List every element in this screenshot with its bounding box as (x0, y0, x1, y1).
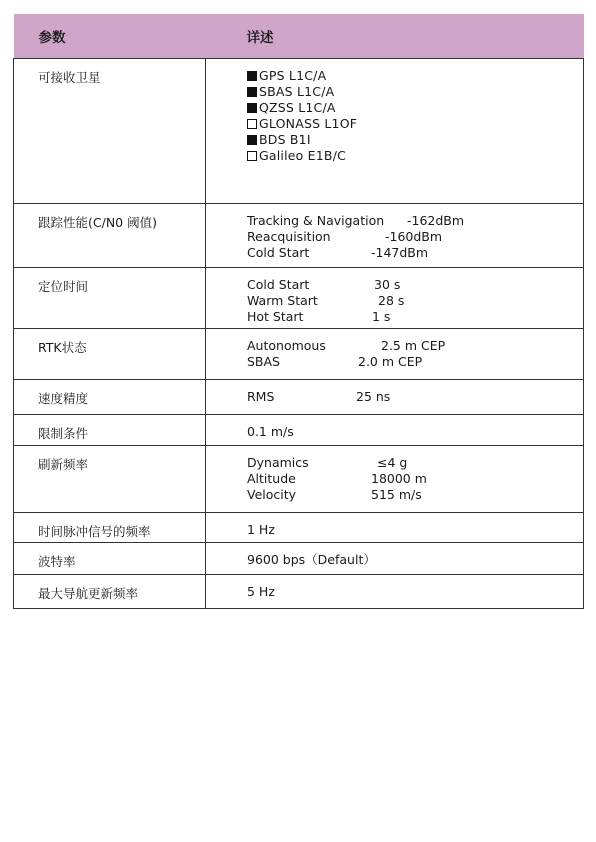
spec-key: Altitude (247, 471, 296, 486)
satellite-item (247, 68, 583, 84)
table-row-refresh (14, 446, 584, 513)
detail-cell (206, 329, 584, 380)
detail-cell (206, 415, 584, 446)
spec-key: Cold Start (247, 245, 310, 260)
spec-value: 5 Hz (247, 584, 275, 599)
table-row-tracking (14, 204, 584, 268)
spec-value: 1 s (372, 309, 391, 324)
spec-key: RMS (247, 389, 275, 404)
detail-cell (206, 543, 584, 575)
spec-key: Dynamics (247, 455, 309, 470)
header-param: 参数 (14, 14, 206, 59)
spec-value: -162dBm (407, 213, 465, 228)
spec-value: 30 s (374, 277, 401, 292)
table-row-satellites (14, 59, 584, 204)
checkbox-icon (247, 135, 257, 145)
spec-value: 9600 bps（Default） (247, 552, 376, 567)
param-cell: RTK状态 (14, 329, 206, 380)
param-cell: 定位时间 (14, 268, 206, 329)
checkbox-icon (247, 87, 257, 97)
detail-cell (206, 380, 584, 415)
detail-cell (206, 268, 584, 329)
param-cell: 刷新频率 (14, 446, 206, 513)
satellite-label: BDS B1I (259, 132, 311, 147)
table-row-velocity (14, 380, 584, 415)
satellite-item (247, 84, 583, 100)
spec-value: 18000 m (371, 471, 427, 486)
spec-value: -147dBm (371, 245, 429, 260)
spec-value: 515 m/s (371, 487, 422, 502)
satellite-label: GLONASS L1OF (259, 116, 358, 131)
spec-value: 2.0 m CEP (358, 354, 423, 369)
satellite-item (247, 132, 583, 148)
spec-key: Autonomous (247, 338, 326, 353)
checkbox-icon (247, 119, 257, 129)
table-row-ttff (14, 268, 584, 329)
satellite-label: QZSS L1C/A (259, 100, 336, 115)
spec-value: 1 Hz (247, 522, 275, 537)
checkbox-icon (247, 71, 257, 81)
spec-value: -160dBm (385, 229, 443, 244)
checkbox-icon (247, 151, 257, 161)
param-cell: 可接收卫星 (14, 59, 206, 204)
detail-cell (206, 446, 584, 513)
param-cell: 跟踪性能(C/N0 阈值) (14, 204, 206, 268)
param-cell: 最大导航更新频率 (14, 575, 206, 609)
detail-cell (206, 575, 584, 609)
spec-value: 0.1 m/s (247, 424, 294, 439)
table-row-limits (14, 415, 584, 446)
detail-cell (206, 59, 584, 204)
table-header-row (14, 14, 584, 59)
table-row-baud (14, 543, 584, 575)
param-cell: 时间脉冲信号的频率 (14, 513, 206, 543)
satellite-label: SBAS L1C/A (259, 84, 335, 99)
header-detail: 详述 (206, 14, 584, 59)
satellite-item (247, 100, 583, 116)
detail-cell (206, 513, 584, 543)
spec-value: 25 ns (356, 389, 391, 404)
detail-cell (206, 204, 584, 268)
satellite-item (247, 148, 583, 164)
spec-value: ≤4 g (377, 455, 408, 470)
satellite-label: Galileo E1B/C (259, 148, 347, 163)
param-cell: 限制条件 (14, 415, 206, 446)
spec-key: SBAS (247, 354, 280, 369)
spec-key: Warm Start (247, 293, 318, 308)
spec-key: Hot Start (247, 309, 304, 324)
table-row-nav-rate (14, 575, 584, 609)
spec-value: 28 s (378, 293, 405, 308)
spec-table (13, 14, 584, 609)
satellite-item (247, 116, 583, 132)
spec-key: Velocity (247, 487, 297, 502)
param-cell: 速度精度 (14, 380, 206, 415)
table-row-rtk (14, 329, 584, 380)
satellite-label: GPS L1C/A (259, 68, 327, 83)
checkbox-icon (247, 103, 257, 113)
param-cell: 波特率 (14, 543, 206, 575)
spec-key: Cold Start (247, 277, 310, 292)
spec-key: Reacquisition (247, 229, 331, 244)
spec-key: Tracking & Navigation (247, 213, 385, 228)
table-row-pps (14, 513, 584, 543)
spec-value: 2.5 m CEP (381, 338, 446, 353)
